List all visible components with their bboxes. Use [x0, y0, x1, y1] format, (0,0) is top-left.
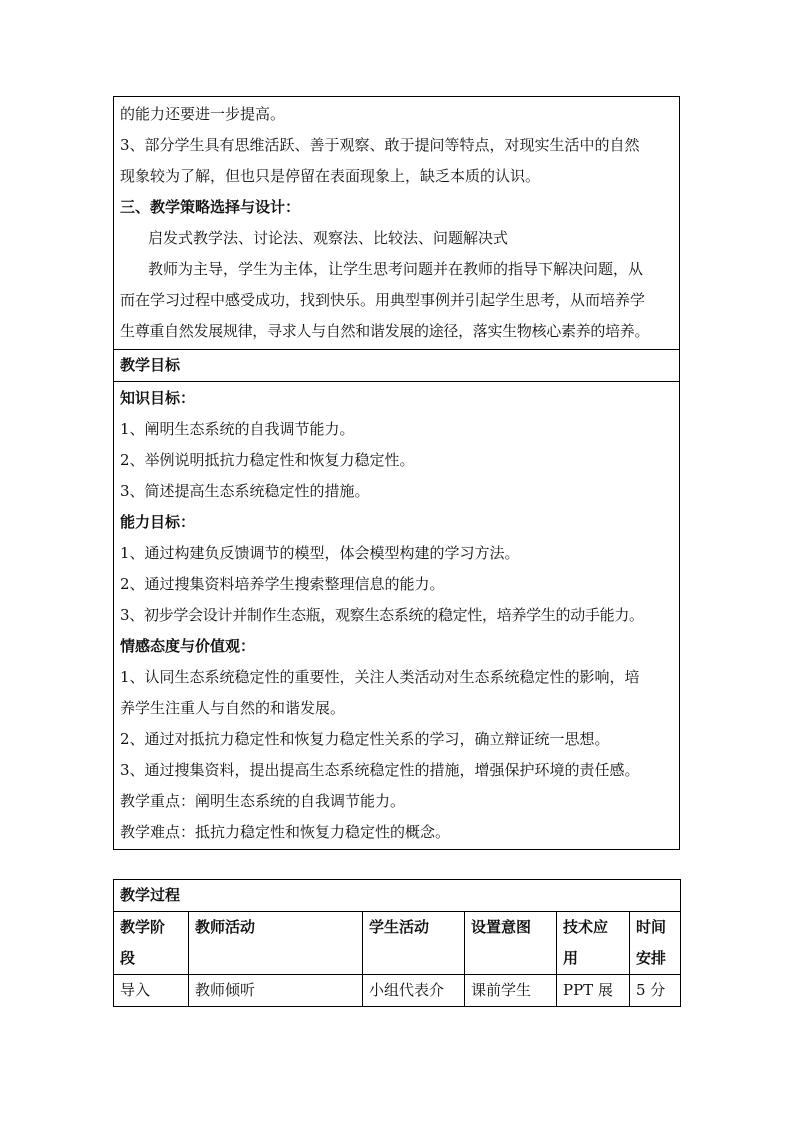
text-line: 生尊重自然发展规律，寻求人与自然和谐发展的途径，落实生物核心素养的培养。 — [120, 322, 650, 340]
list-item: 2、通过对抵抗力稳定性和恢复力稳定性关系的学习，确立辩证统一思想。 — [120, 730, 610, 748]
list-item: 2、举例说明抵抗力稳定性和恢复力稳定性。 — [120, 451, 415, 469]
lesson-plan-table — [113, 96, 680, 850]
table-cell: PPT 展 — [557, 975, 630, 1007]
list-item: 3、简述提高生态系统稳定性的措施。 — [120, 482, 370, 500]
list-item: 1、通过构建负反馈调节的模型，体会模型构建的学习方法。 — [120, 544, 520, 562]
list-item: 养学生注重人与自然的和谐发展。 — [120, 699, 346, 717]
list-item: 1、阐明生态系统的自我调节能力。 — [120, 420, 355, 438]
list-item: 3、初步学会设计并制作生态瓶，观察生态系统的稳定性，培养学生的动手能力。 — [120, 606, 644, 624]
learner-analysis-and-strategy-cell — [114, 97, 680, 350]
table-cell: 导入 — [114, 975, 189, 1007]
list-item: 1、认同生态系统稳定性的重要性，关注人类活动对生态系统稳定性的影响，培 — [120, 668, 640, 686]
table-cell: 课前学生 — [465, 975, 557, 1007]
table-cell: 小组代表介 — [363, 975, 465, 1007]
knowledge-heading: 知识目标： — [120, 389, 196, 407]
list-item: 2、通过搜集资料培养学生搜索整理信息的能力。 — [120, 575, 445, 593]
difficult-point: 教学难点：抵抗力稳定性和恢复力稳定性的概念。 — [120, 823, 451, 841]
attitude-heading: 情感态度与价值观： — [120, 637, 256, 655]
column-header-design-intent: 设置意图 — [465, 912, 557, 975]
section-heading: 三、教学策略选择与设计： — [120, 198, 301, 216]
text-line: 3、部分学生具有思维活跃、善于观察、敢于提问等特点，对现实生活中的自然 — [120, 136, 640, 154]
column-header-row — [114, 912, 681, 975]
column-header-technology: 技术应 用 — [557, 912, 630, 975]
table-cell: 教师倾听 — [189, 975, 363, 1007]
objectives-content-cell — [114, 382, 680, 850]
process-header: 教学过程 — [120, 886, 181, 904]
ability-heading: 能力目标： — [120, 513, 196, 531]
text-line: 的能力还要进一步提高。 — [120, 105, 286, 123]
table-row — [114, 975, 681, 1007]
column-header-time: 时间 安排 — [630, 912, 681, 975]
objectives-header: 教学目标 — [120, 356, 181, 374]
key-point: 教学重点：阐明生态系统的自我调节能力。 — [120, 792, 406, 810]
text-line: 现象较为了解，但也只是停留在表面现象上，缺乏本质的认识。 — [120, 167, 541, 185]
list-item: 3、通过搜集资料，提出提高生态系统稳定性的措施，增强保护环境的责任感。 — [120, 761, 640, 779]
teaching-process-table — [113, 879, 681, 1007]
process-header-cell — [114, 880, 681, 912]
text-line: 而在学习过程中感受成功，找到快乐。用典型事例并引起学生思考，从而培养学 — [120, 291, 646, 309]
column-header-student-activity: 学生活动 — [363, 912, 465, 975]
objectives-header-cell — [114, 350, 680, 382]
column-header-stage: 教学阶 段 — [114, 912, 189, 975]
column-header-teacher-activity: 教师活动 — [189, 912, 363, 975]
table-cell: 5 分 — [630, 975, 681, 1007]
text-line: 教师为主导，学生为主体，让学生思考问题并在教师的指导下解决问题，从 — [148, 260, 644, 278]
text-line: 启发式教学法、讨论法、观察法、比较法、问题解决式 — [148, 229, 509, 247]
